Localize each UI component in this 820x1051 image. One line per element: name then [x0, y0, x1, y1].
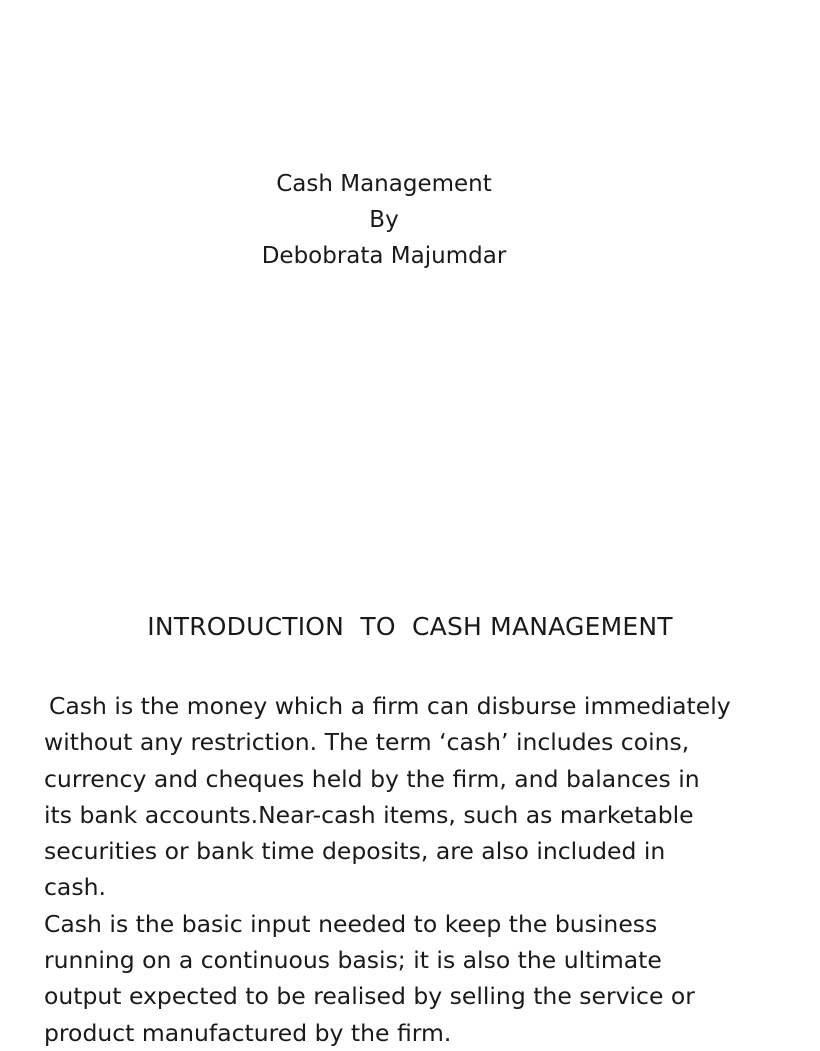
- body-line: without any restriction. The term ‘cash’ includes coins,: [44, 728, 690, 757]
- author-name: Debobrata Majumdar: [261, 243, 507, 269]
- intro-paragraph: [44, 688, 774, 1051]
- body-line: Cash is the money which a firm can disburse immediately: [49, 692, 731, 720]
- body-line: currency and cheques held by the firm, and balances in: [44, 764, 700, 793]
- section-heading: INTRODUCTION TO CASH MANAGEMENT: [147, 612, 673, 641]
- body-line: product manufactured by the firm.: [44, 1018, 452, 1047]
- body-line: running on a continuous basis; it is also the ultimate: [44, 946, 662, 975]
- byline-label: By: [369, 207, 399, 233]
- body-line: cash.: [44, 873, 106, 902]
- body-line: output expected to be realised by selling the service or: [44, 982, 695, 1011]
- body-line: its bank accounts.Near-cash items, such as marketable: [44, 800, 694, 829]
- document-title: Cash Management: [276, 171, 492, 197]
- body-line: securities or bank time deposits, are also included in: [44, 837, 666, 866]
- title-slide: [0, 166, 768, 274]
- body-line: Cash is the basic input needed to keep the business: [44, 909, 658, 938]
